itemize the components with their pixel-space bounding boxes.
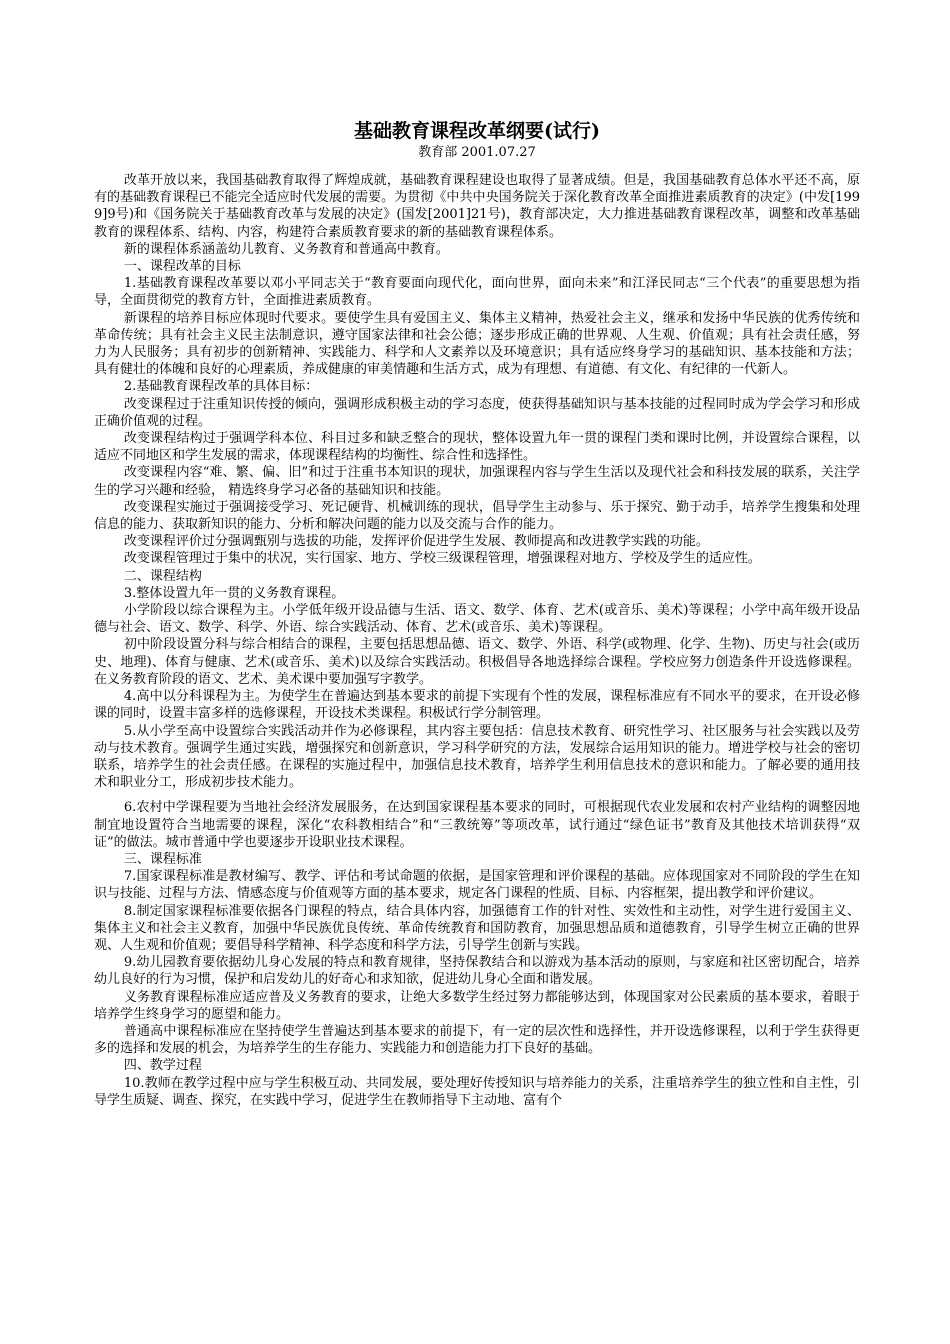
paragraph: 1.基础教育课程改革要以邓小平同志关于“教育要面向现代化，面向世界，面向未来”和江泽民同志“三个代表”的重要思想为指导，全面贯彻党的教育方针，全面推进素质教育。 bbox=[94, 276, 860, 309]
paragraph: 普通高中课程标准应在坚持使学生普遍达到基本要求的前提下，有一定的层次性和选择性，并开设选修课程，以利于学生获得更多的选择和发展的机会，为培养学生的生存能力、实践能力和创造能力打下良好的基础。 bbox=[94, 1023, 860, 1057]
paragraph: 7.国家课程标准是教材编写、教学、评估和考试命题的依据，是国家管理和评价课程的基础。应体现国家对不同阶段的学生在知识与技能、过程与方法、情感态度与价值观等方面的基本要求，规定各门课程的性质、目标、内容框架，提出教学和评价建议。 bbox=[94, 869, 860, 902]
section-heading-goals: 一、课程改革的目标 bbox=[123, 259, 241, 275]
paragraph: 小学阶段以综合课程为主。小学低年级开设品德与生活、语文、数学、体育、艺术(或音乐、美术)等课程；小学中高年级开设品德与社会、语文、数学、科学、外语、综合实践活动、体育、艺术(或音乐、美术)等课程。 bbox=[94, 603, 860, 636]
paragraph: 义务教育课程标准应适应普及义务教育的要求，让绝大多数学生经过努力都能够达到，体现国家对公民素质的基本要求，着眼于培养学生终身学习的愿望和能力。 bbox=[94, 989, 860, 1022]
section-heading-structure: 二、课程结构 bbox=[123, 568, 202, 584]
paragraph-intro: 改革开放以来，我国基础教育取得了辉煌成就，基础教育课程建设也取得了显著成绩。但是，我国基础教育总体水平还不高，原有的基础教育课程已不能完全适应时代发展的需要。为贯彻《中共中央国务院关于深化教育改革全面推进素质教育的决定》(中发[1999]9号)和《国务院关于基础教育改革与发展的决定》(国发[2001]21号)，教育部决定，大力推进基础教育课程改革，调整和改革基础教育的课程体系、结构、内容，构建符合素质教育要求的新的基础教育课程体系。 bbox=[94, 173, 860, 240]
paragraph: 改变课程评价过分强调甄别与选拔的功能，发挥评价促进学生发展、教师提高和改进教学实践的功能。 bbox=[123, 534, 709, 550]
paragraph: 改变课程内容“难、繁、偏、旧”和过于注重书本知识的现状，加强课程内容与学生生活以及现代社会和科技发展的联系，关注学生的学习兴趣和经验， 精选终身学习必备的基础知识和技能。 bbox=[94, 465, 860, 498]
paragraph: 初中阶段设置分科与综合相结合的课程，主要包括思想品德、语文、数学、外语、科学(或物理、化学、生物)、历史与社会(或历史、地理)、体育与健康、艺术(或音乐、美术)以及综合实践活动。积极倡导各地选择综合课程。学校应努力创造条件开设选修课程。在义务教育阶段的语文、艺术、美术课中要加强写字教学。 bbox=[94, 637, 860, 687]
document-title: 基础教育课程改革纲要(试行) bbox=[354, 120, 600, 142]
paragraph: 10.教师在教学过程中应与学生积极互动、共同发展，要处理好传授知识与培养能力的关系，注重培养学生的独立性和自主性，引导学生质疑、调查、探究，在实践中学习，促进学生在教师指导下主动地、富有个 bbox=[94, 1075, 860, 1108]
document-page bbox=[94, 118, 860, 1109]
paragraph: 改变课程过于注重知识传授的倾向，强调形成积极主动的学习态度，使获得基础知识与基本技能的过程同时成为学会学习和形成正确价值观的过程。 bbox=[94, 396, 860, 429]
paragraph: 9.幼儿园教育要依据幼儿身心发展的特点和教育规律，坚持保教结合和以游戏为基本活动的原则，与家庭和社区密切配合，培养幼儿良好的行为习惯，保护和启发幼儿的好奇心和求知欲，促进幼儿身心全面和谐发展。 bbox=[94, 955, 860, 988]
document-subtitle: 教育部 2001.07.27 bbox=[418, 145, 536, 160]
paragraph: 5.从小学至高中设置综合实践活动并作为必修课程，其内容主要包括：信息技术教育、研究性学习、社区服务与社会实践以及劳动与技术教育。强调学生通过实践，增强探究和创新意识，学习科学研究的方法，发展综合运用知识的能力。增进学校与社会的密切联系，培养学生的社会责任感。在课程的实施过程中，加强信息技术教育，培养学生利用信息技术的意识和能力。了解必要的通用技术和职业分工，形成初步技术能力。 bbox=[94, 723, 860, 791]
paragraph: 新课程的培养目标应体现时代要求。要使学生具有爱国主义、集体主义精神，热爱社会主义，继承和发扬中华民族的优秀传统和革命传统；具有社会主义民主法制意识，遵守国家法律和社会公德；逐步形成正确的世界观、人生观、价值观；具有社会责任感，努力为人民服务；具有初步的创新精神、实践能力、科学和人文素养以及环境意识；具有适应终身学习的基础知识、基本技能和方法；具有健壮的体魄和良好的心理素质，养成健康的审美情趣和生活方式，成为有理想、有道德、有文化、有纪律的一代新人。 bbox=[94, 310, 860, 378]
paragraph: 6.农村中学课程要为当地社会经济发展服务，在达到国家课程基本要求的同时，可根据现代农业发展和农村产业结构的调整因地制宜地设置符合当地需要的课程，深化“农科教相结合”和“三教统筹”等项改革，试行通过“绿色证书”教育及其他技术培训获得“双证”的做法。城市普通中学也要逐步开设职业技术课程。 bbox=[94, 800, 860, 850]
paragraph: 3.整体设置九年一贯的义务教育课程。 bbox=[123, 585, 345, 601]
paragraph: 4.高中以分科课程为主。为使学生在普遍达到基本要求的前提下实现有个性的发展，课程标准应有不同水平的要求，在开设必修课的同时，设置丰富多样的选修课程，开设技术类课程。积极试行学分制管理。 bbox=[94, 689, 860, 722]
section-heading-teaching: 四、教学过程 bbox=[123, 1058, 202, 1074]
paragraph: 改变课程结构过于强调学科本位、科目过多和缺乏整合的现状，整体设置九年一贯的课程门类和课时比例，并设置综合课程，以适应不同地区和学生发展的需求，体现课程结构的均衡性、综合性和选择性。 bbox=[94, 431, 860, 464]
paragraph: 改变课程实施过于强调接受学习、死记硬背、机械训练的现状，倡导学生主动参与、乐于探究、勤于动手，培养学生搜集和处理信息的能力、获取新知识的能力、分析和解决问题的能力以及交流与合作的能力。 bbox=[94, 499, 860, 533]
section-heading-standards: 三、课程标准 bbox=[123, 851, 202, 867]
paragraph: 2.基础教育课程改革的具体目标： bbox=[123, 379, 319, 395]
paragraph: 8.制定国家课程标准要依据各门课程的特点，结合具体内容，加强德育工作的针对性、实效性和主动性，对学生进行爱国主义、集体主义和社会主义教育，加强中华民族优良传统、革命传统教育和国防教育，加强思想品质和道德教育，引导学生树立正确的世界观、人生观和价值观；要倡导科学精神、科学态度和科学方法，引导学生创新与实践。 bbox=[94, 903, 860, 953]
document-body bbox=[94, 172, 860, 1109]
paragraph: 改变课程管理过于集中的状况，实行国家、地方、学校三级课程管理，增强课程对地方、学校及学生的适应性。 bbox=[123, 551, 761, 567]
paragraph: 新的课程体系涵盖幼儿教育、义务教育和普通高中教育。 bbox=[123, 241, 449, 257]
